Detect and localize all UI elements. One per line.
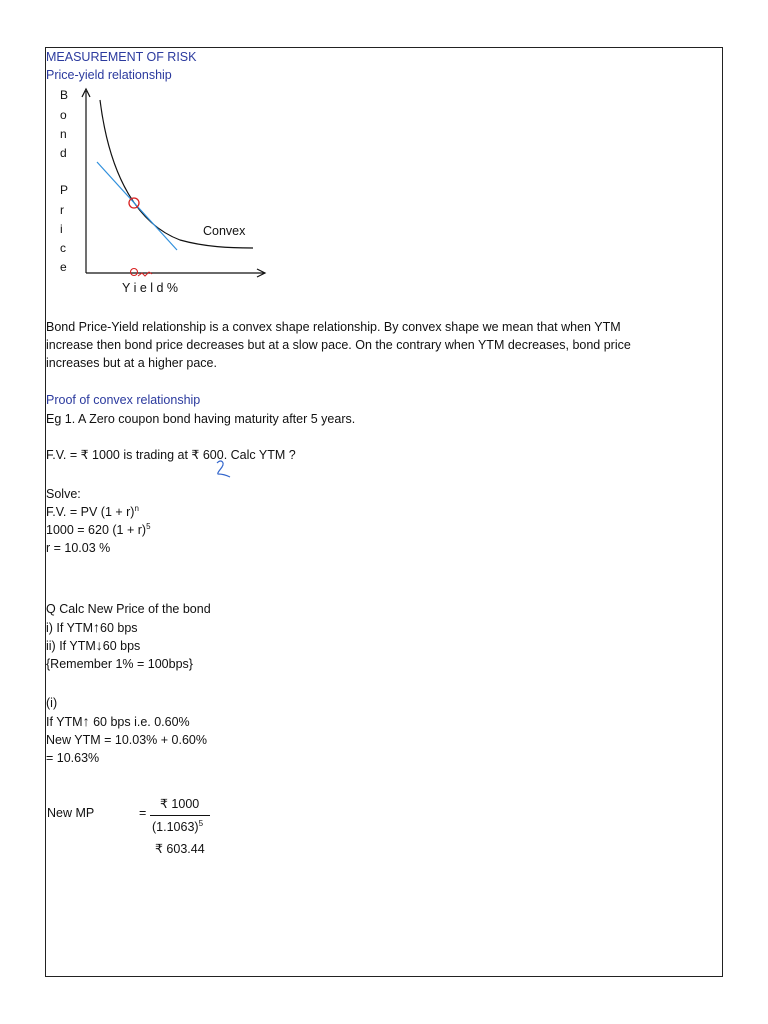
formula-substituted bbox=[46, 523, 151, 538]
market-price-answer: ₹ 603.44 bbox=[155, 842, 205, 856]
new-mp-label: New MP bbox=[47, 806, 95, 820]
paragraph-line: Bond Price-Yield relationship is a convex shape relationship. By convex shape we mean that when YTM bbox=[46, 320, 621, 334]
remember-note: {Remember 1% = 100bps} bbox=[46, 657, 193, 671]
fraction-bar bbox=[150, 815, 210, 816]
example-line: Eg 1. A Zero coupon bond having maturity after 5 years. bbox=[46, 412, 356, 426]
y-label-letter: n bbox=[60, 127, 67, 141]
explanation-paragraph bbox=[46, 318, 716, 372]
y-label-letter: o bbox=[60, 108, 67, 122]
equals-sign: = bbox=[139, 806, 147, 820]
formula-fv-main: F.V. = PV (1 + r) bbox=[46, 505, 135, 519]
question-line: Q Calc New Price of the bond bbox=[46, 602, 211, 616]
yield-point-marker bbox=[131, 269, 138, 276]
fraction-denominator-base: (1.1063) bbox=[152, 820, 199, 834]
formula-fv bbox=[46, 505, 139, 520]
page-title: MEASUREMENT OF RISK bbox=[46, 50, 197, 64]
price-yield-graph bbox=[55, 85, 285, 300]
paragraph-line: increases but at a higher pace. bbox=[46, 356, 217, 370]
y-label-letter: r bbox=[60, 203, 64, 217]
question-part-ii-text: ii) If YTM bbox=[46, 639, 96, 653]
formula-substituted-main: 1000 = 620 (1 + r) bbox=[46, 523, 147, 537]
y-label-letter: e bbox=[60, 260, 67, 274]
question-part-ii bbox=[46, 638, 140, 654]
up-arrow-icon: ↑ bbox=[93, 619, 100, 635]
fraction-numerator: ₹ 1000 bbox=[160, 797, 200, 811]
part-i-label: (i) bbox=[46, 696, 58, 710]
if-ytm-text: If YTM bbox=[46, 715, 83, 729]
question-part-ii-value: 60 bps bbox=[102, 639, 141, 653]
section-subtitle: Price-yield relationship bbox=[46, 68, 172, 82]
y-label-letter: c bbox=[60, 241, 66, 255]
face-value-line: F.V. = ₹ 1000 is trading at ₹ 600. Calc YTM ? bbox=[46, 448, 296, 462]
r-result: r = 10.03 % bbox=[46, 541, 111, 555]
new-ytm-line: New YTM = 10.03% + 0.60% bbox=[46, 733, 207, 747]
y-label-letter: d bbox=[60, 146, 67, 160]
tangent-line bbox=[97, 162, 177, 250]
formula-fv-exponent: n bbox=[134, 503, 139, 513]
proof-heading: Proof of convex relationship bbox=[46, 393, 201, 407]
question-part-i-value: 60 bps bbox=[100, 621, 138, 635]
paragraph-line: increase then bond price decreases but at a slow pace. On the contrary when YTM decreases, bond price bbox=[46, 338, 631, 352]
formula-substituted-exponent: 5 bbox=[146, 521, 151, 531]
fraction-denominator-exponent: 5 bbox=[198, 818, 204, 828]
if-ytm-line bbox=[46, 714, 190, 730]
up-arrow-icon: ↑ bbox=[82, 713, 90, 729]
if-ytm-value: 60 bps i.e. 0.60% bbox=[89, 715, 190, 729]
solve-label: Solve: bbox=[46, 487, 81, 501]
question-part-i-text: i) If YTM bbox=[46, 621, 93, 635]
question-part-i bbox=[46, 620, 138, 636]
x-axis-label: Y i e l d % bbox=[122, 281, 179, 295]
y-label-letter: P bbox=[60, 183, 69, 197]
curve-label: Convex bbox=[203, 224, 246, 238]
down-arrow-icon: ↓ bbox=[95, 637, 103, 653]
new-ytm-result: = 10.63% bbox=[46, 751, 100, 765]
y-label-letter: i bbox=[60, 222, 63, 236]
fraction-denominator bbox=[152, 820, 203, 835]
handwritten-correction bbox=[212, 458, 234, 480]
y-label-letter: B bbox=[60, 88, 69, 102]
